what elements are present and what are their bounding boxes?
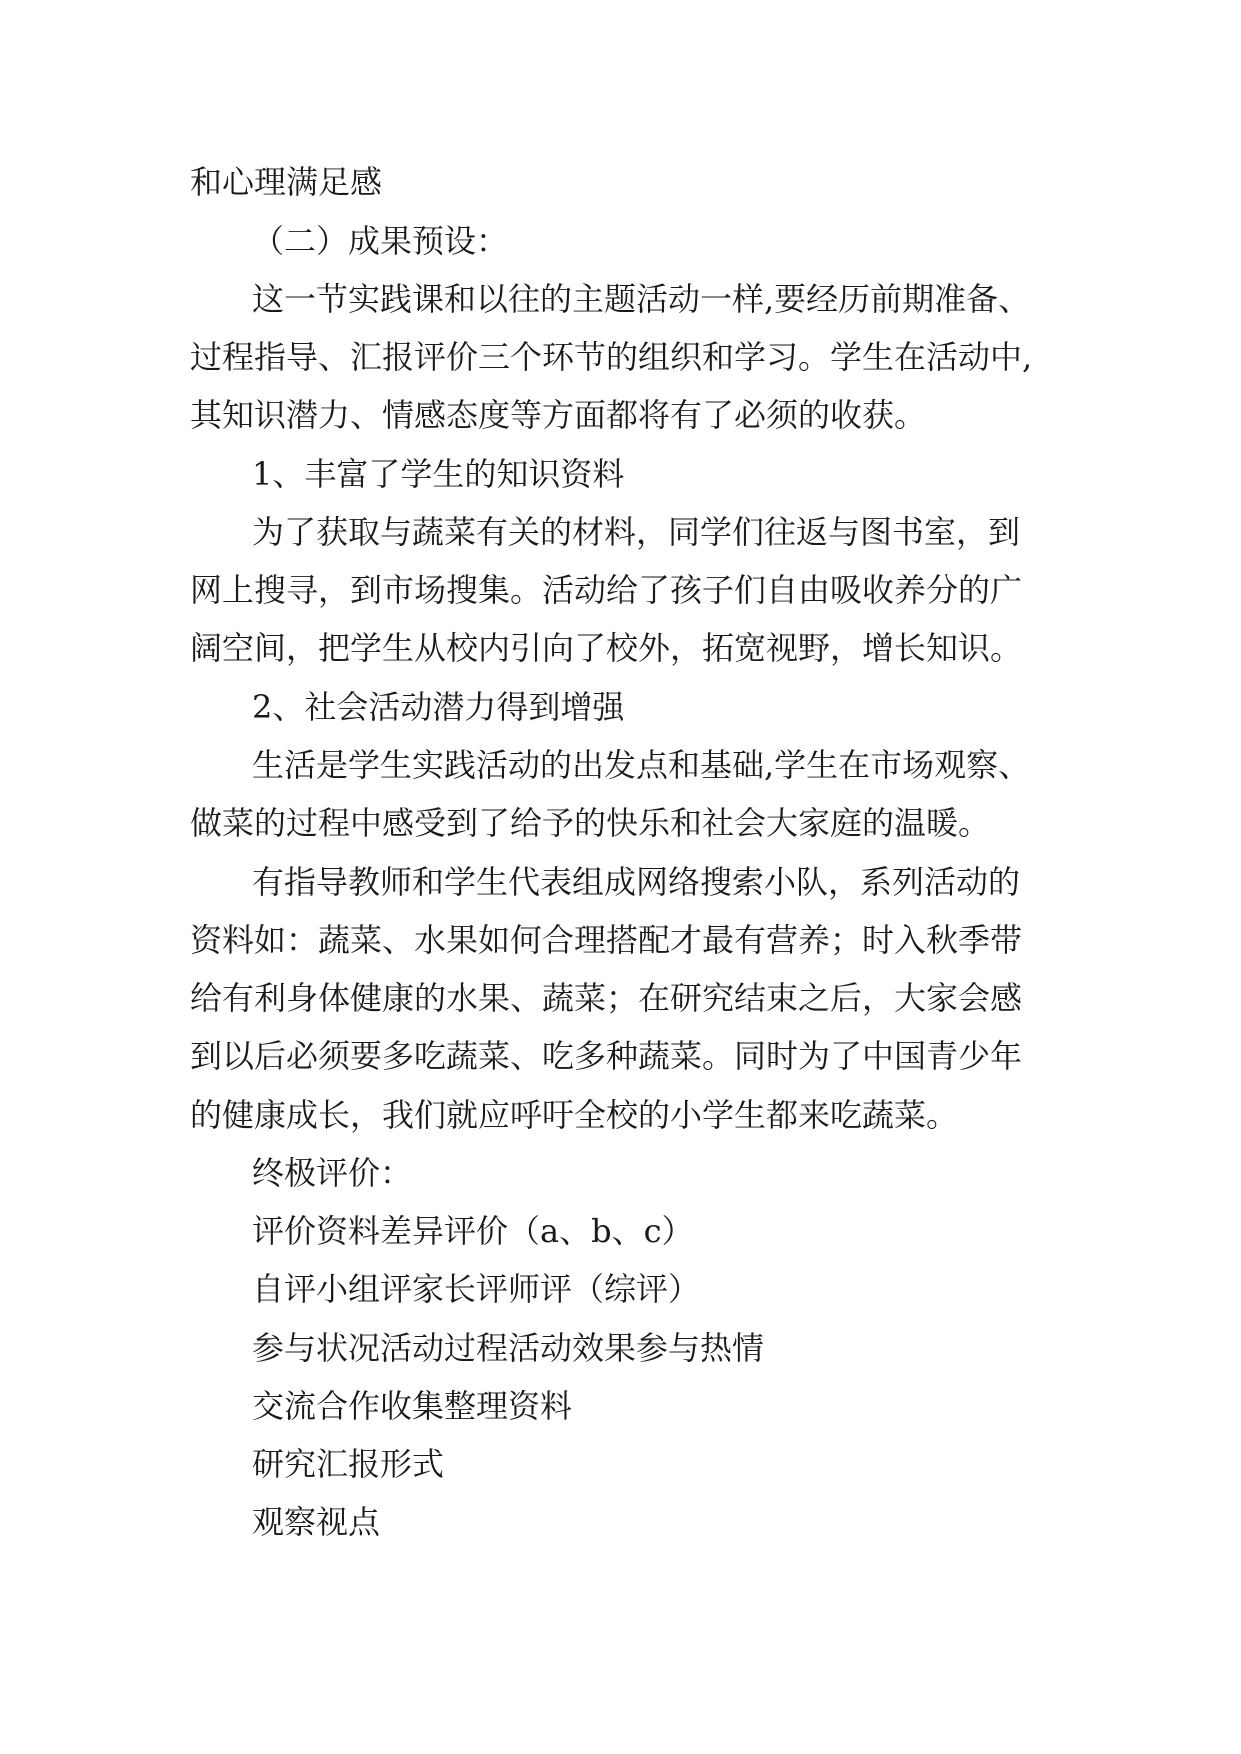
paragraph-line: 给有利身体健康的水果、蔬菜；在研究结束之后，大家会感 bbox=[190, 979, 1023, 1017]
paragraph-line: 网上搜寻，到市场搜集。活动给了孩子们自由吸收养分的广 bbox=[190, 571, 1023, 609]
section-heading: （二）成果预设： bbox=[252, 222, 509, 260]
evaluation-heading: 终极评价： bbox=[252, 1154, 413, 1192]
evaluation-item: 自评小组评家长评师评（综评） bbox=[252, 1270, 701, 1308]
paragraph-line: 阔空间，把学生从校内引向了校外，拓宽视野，增长知识。 bbox=[190, 629, 1023, 667]
paragraph-line: 有指导教师和学生代表组成网络搜索小队，系列活动的 bbox=[252, 863, 1021, 901]
paragraph-line: 过程指导、汇报评价三个环节的组织和学习。学生在活动中, bbox=[190, 338, 1033, 376]
paragraph-line: 的健康成长，我们就应呼吁全校的小学生都来吃蔬菜。 bbox=[190, 1096, 959, 1134]
paragraph-line: 资料如：蔬菜、水果如何合理搭配才最有营养；时入秋季带 bbox=[190, 921, 1023, 959]
subsection-heading: 1、丰富了学生的知识资料 bbox=[252, 455, 625, 493]
paragraph-line: 其知识潜力、情感态度等方面都将有了必须的收获。 bbox=[190, 396, 927, 434]
subsection-heading: 2、社会活动潜力得到增强 bbox=[252, 688, 625, 726]
evaluation-item: 交流合作收集整理资料 bbox=[252, 1387, 573, 1425]
paragraph-line: 为了获取与蔬菜有关的材料，同学们往返与图书室，到 bbox=[252, 513, 1021, 551]
evaluation-item: 观察视点 bbox=[252, 1503, 381, 1541]
evaluation-item: 评价资料差异评价（a、b、c） bbox=[252, 1212, 694, 1250]
paragraph-line: 做菜的过程中感受到了给予的快乐和社会大家庭的温暖。 bbox=[190, 804, 991, 842]
evaluation-item: 参与状况活动过程活动效果参与热情 bbox=[252, 1329, 765, 1367]
paragraph-line: 到以后必须要多吃蔬菜、吃多种蔬菜。同时为了中国青少年 bbox=[190, 1037, 1023, 1075]
evaluation-item: 研究汇报形式 bbox=[252, 1445, 445, 1483]
paragraph-line: 生活是学生实践活动的出发点和基础,学生在市场观察、 bbox=[252, 746, 1031, 784]
text-line: 和心理满足感 bbox=[190, 163, 383, 201]
paragraph-line: 这一节实践课和以往的主题活动一样,要经历前期准备、 bbox=[252, 280, 1031, 318]
